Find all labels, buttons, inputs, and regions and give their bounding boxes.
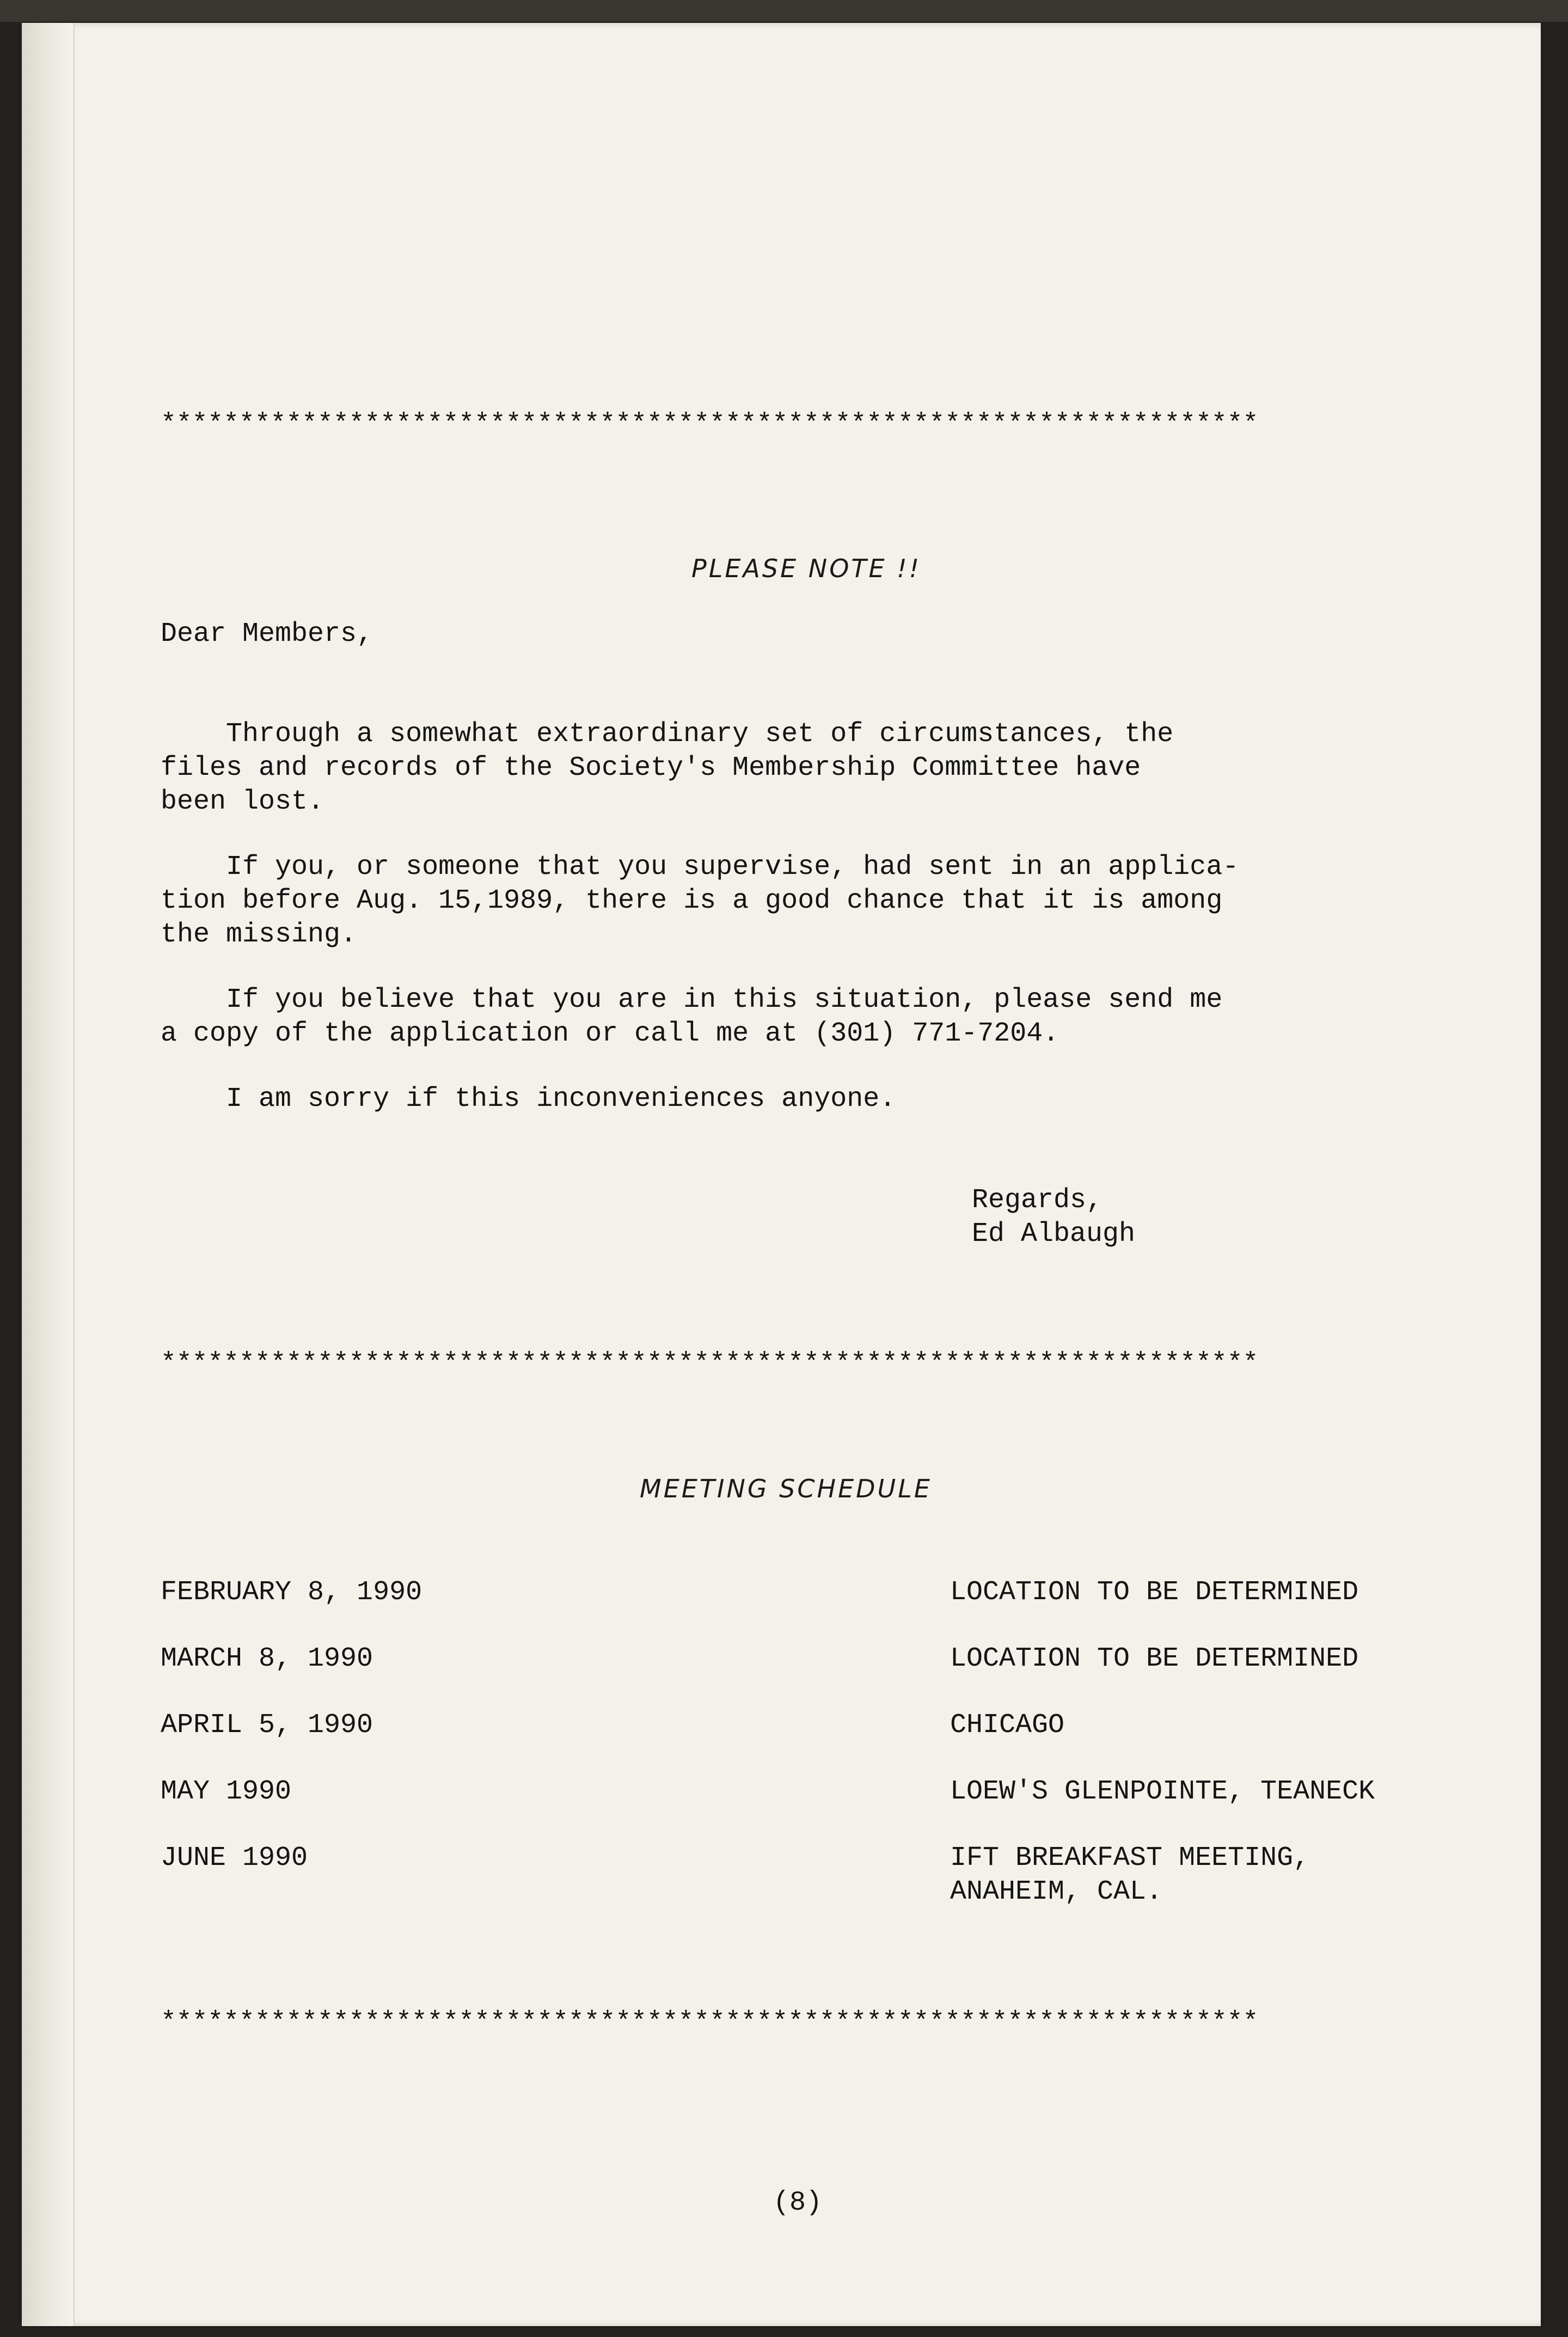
paragraph-1-line-2: files and records of the Society's Membership Committee have [161,753,1141,784]
schedule-location-5-line-2: ANAHEIM, CAL. [950,1876,1163,1907]
schedule-date-5: JUNE 1990 [161,1843,308,1874]
paragraph-2-line-1: If you, or someone that you supervise, had sent in an applica- [161,852,1239,883]
paragraph-3-line-1: If you believe that you are in this situation, please send me [161,984,1223,1015]
page-binding-shadow [22,23,75,2326]
schedule-location-4: LOEW'S GLENPOINTE, TEANECK [950,1776,1375,1807]
divider-bottom: ********************************************************************** [161,2008,1259,2037]
schedule-heading: MEETING SCHEDULE [640,1474,932,1503]
schedule-date-4: MAY 1990 [161,1776,292,1807]
schedule-date-1: FEBRUARY 8, 1990 [161,1577,422,1608]
notice-heading: PLEASE NOTE !! [691,554,922,583]
scan-top-edge [0,0,1568,22]
schedule-location-1: LOCATION TO BE DETERMINED [950,1577,1359,1608]
paragraph-3-line-2: a copy of the application or call me at (301) 771-7204. [161,1018,1059,1049]
paragraph-4-line-1: I am sorry if this inconveniences anyone. [161,1084,896,1115]
signature: Ed Albaugh [972,1219,1136,1250]
paragraph-1-line-1: Through a somewhat extraordinary set of circumstances, the [161,719,1174,750]
divider-middle: ********************************************************************** [161,1349,1259,1378]
schedule-location-5-line-1: IFT BREAKFAST MEETING, [950,1843,1310,1874]
page-number: (8) [773,2187,823,2218]
schedule-date-3: APRIL 5, 1990 [161,1710,373,1741]
salutation: Dear Members, [161,619,373,650]
schedule-date-2: MARCH 8, 1990 [161,1643,373,1674]
closing: Regards, [972,1185,1103,1216]
divider-top: ********************************************************************** [161,409,1259,439]
schedule-location-2: LOCATION TO BE DETERMINED [950,1643,1359,1674]
paragraph-2-line-2: tion before Aug. 15,1989, there is a good chance that it is among [161,885,1223,916]
paragraph-2-line-3: the missing. [161,919,357,950]
schedule-location-3: CHICAGO [950,1710,1065,1741]
document-page [22,23,1541,2326]
paragraph-1-line-3: been lost. [161,786,324,817]
